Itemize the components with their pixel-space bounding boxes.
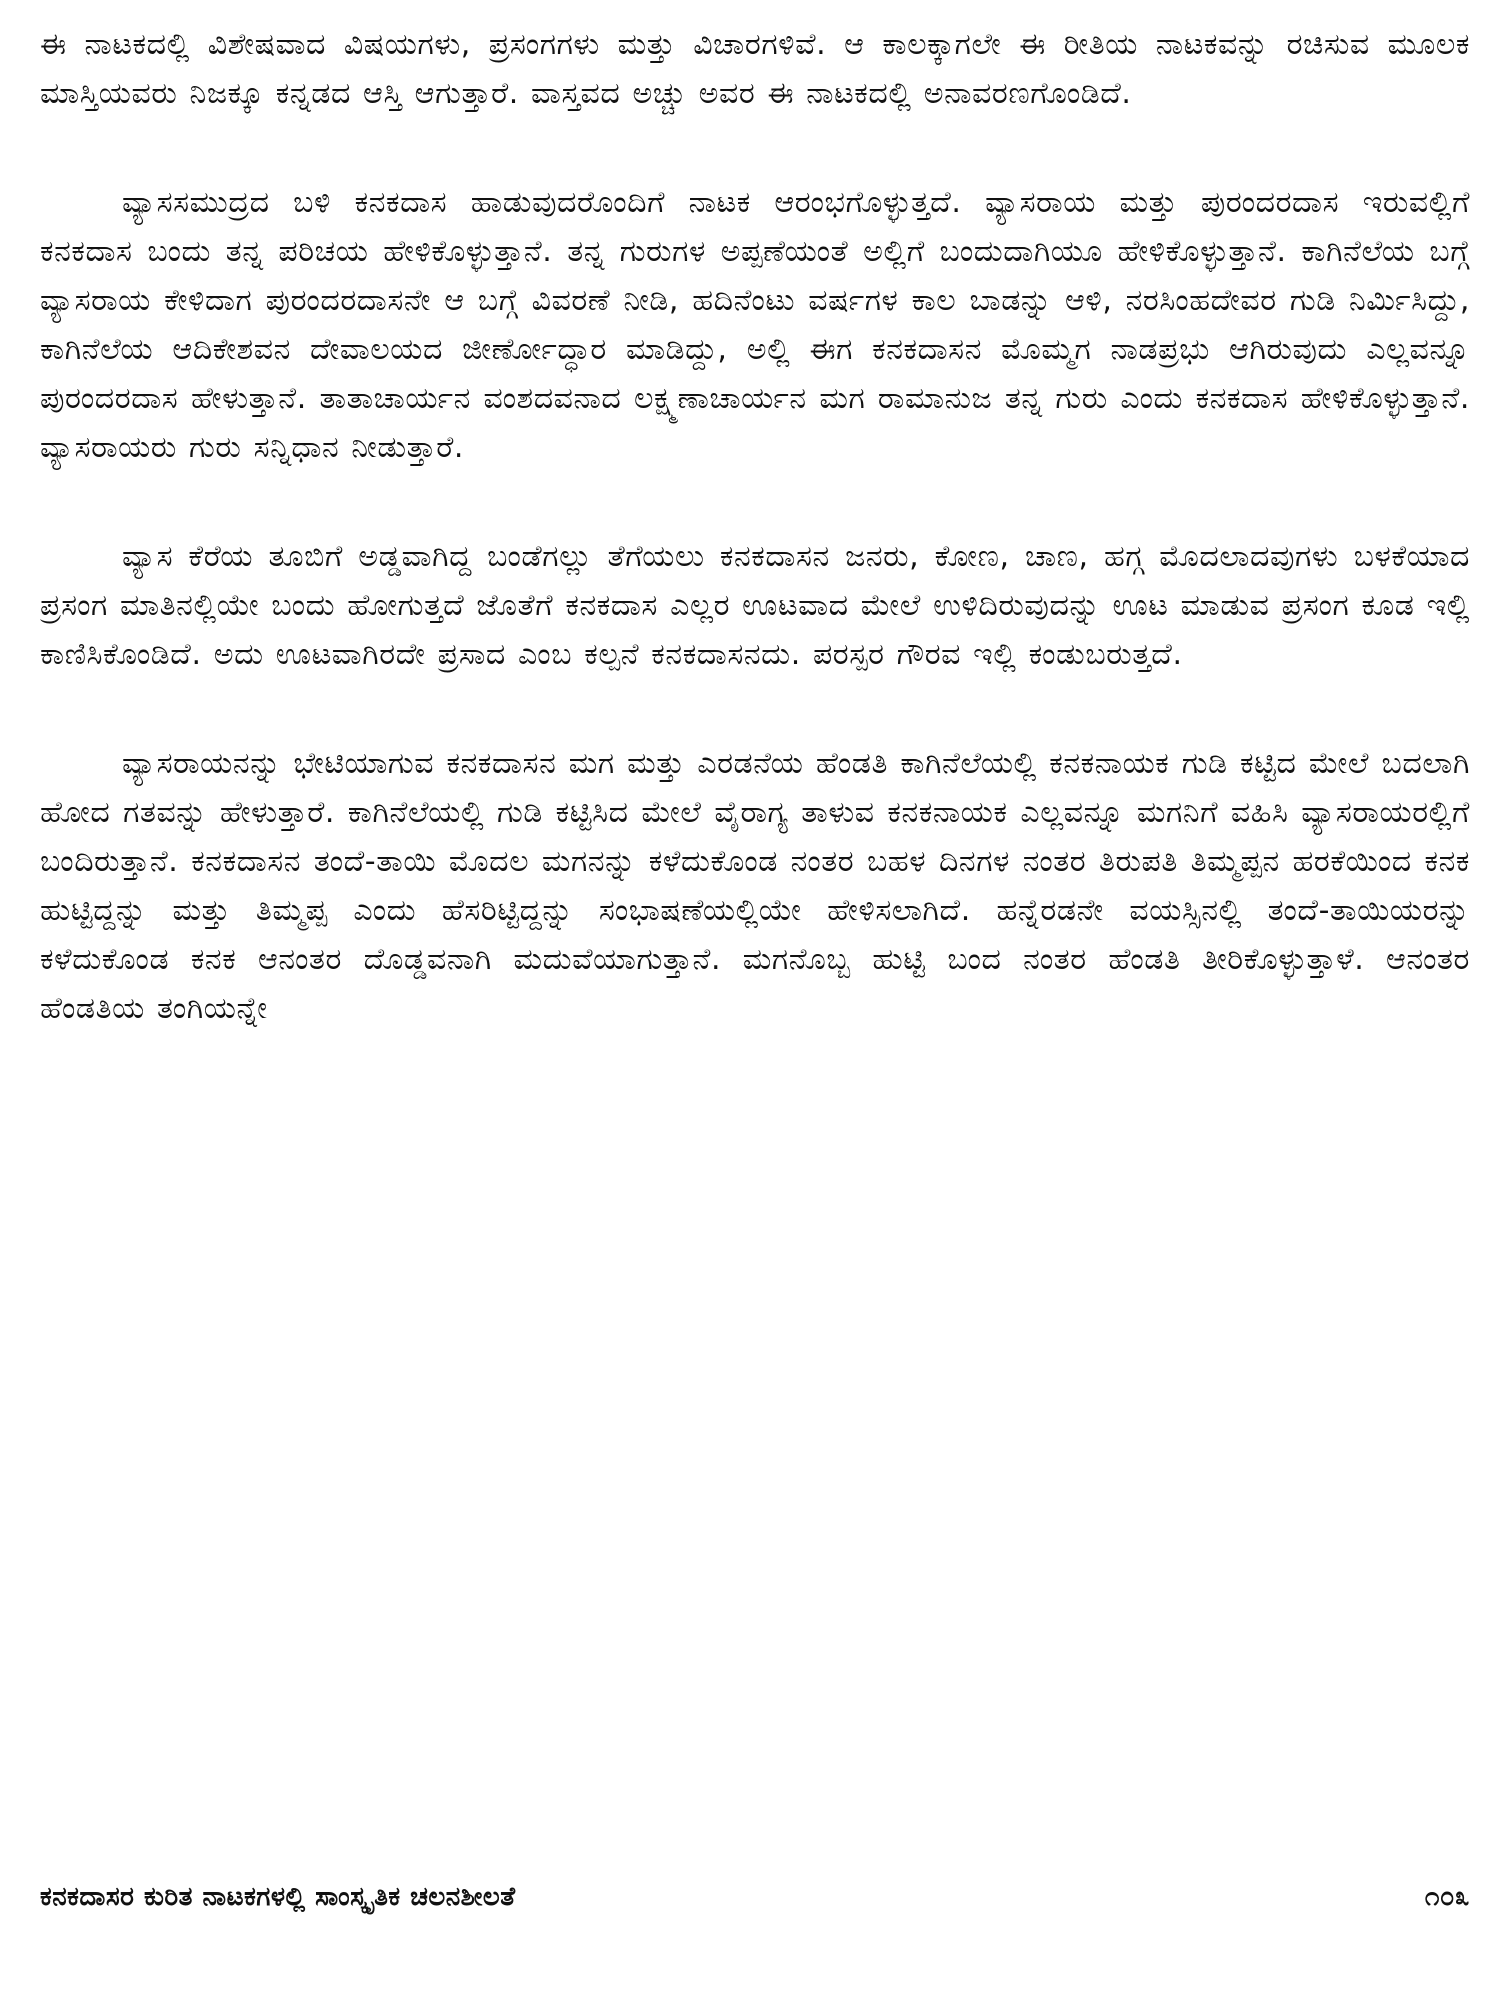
- page-number: ೧೦೩: [1424, 1882, 1470, 1912]
- paragraph-4: ವ್ಯಾಸರಾಯನನ್ನು ಭೇಟಿಯಾಗುವ ಕನಕದಾಸನ ಮಗ ಮತ್ತು ಎರಡನೆಯ ಹೆಂಡತಿ ಕಾಗಿನೆಲೆಯಲ್ಲಿ ಕನಕನಾಯಕ ಗುಡಿ ಕಟ್ಟಿದ ಮೇಲೆ ಬದಲಾಗಿ ಹೋದ ಗತವನ್ನು ಹೇಳುತ್ತಾರೆ. ಕಾಗಿನೆಲೆಯಲ್ಲಿ ಗುಡಿ ಕಟ್ಟಿಸಿದ ಮೇಲೆ ವೈರಾಗ್ಯ ತಾಳುವ ಕನಕನಾಯಕ ಎಲ್ಲವನ್ನೂ ಮಗನಿಗೆ ವಹಿಸಿ ವ್ಯಾಸರಾಯರಲ್ಲಿಗೆ ಬಂದಿರುತ್ತಾನೆ. ಕನಕದಾಸನ ತಂದೆ-ತಾಯಿ ಮೊದಲ ಮಗನನ್ನು ಕಳೆದುಕೊಂಡ ನಂತರ ಬಹಳ ದಿನಗಳ ನಂತರ ತಿರುಪತಿ ತಿಮ್ಮಪ್ಪನ ಹರಕೆಯಿಂದ ಕನಕ ಹುಟ್ಟಿದ್ದನ್ನು ಮತ್ತು ತಿಮ್ಮಪ್ಪ ಎಂದು ಹೆಸರಿಟ್ಟಿದ್ದನ್ನು ಸಂಭಾಷಣೆಯಲ್ಲಿಯೇ ಹೇಳಿಸಲಾಗಿದೆ. ಹನ್ನೆರಡನೇ ವಯಸ್ಸಿನಲ್ಲಿ ತಂದೆ-ತಾಯಿಯರನ್ನು ಕಳೆದುಕೊಂಡ ಕನಕ ಆನಂತರ ದೊಡ್ಡವನಾಗಿ ಮದುವೆಯಾಗುತ್ತಾನೆ. ಮಗನೊಬ್ಬ ಹುಟ್ಟಿ ಬಂದ ನಂತರ ಹೆಂಡತಿ ತೀರಿಕೊಳ್ಳುತ್ತಾಳೆ. ಆನಂತರ ಹೆಂಡತಿಯ ತಂಗಿಯನ್ನೇ: [40, 746, 1470, 1026]
- paragraph-1: ಈ ನಾಟಕದಲ್ಲಿ ವಿಶೇಷವಾದ ವಿಷಯಗಳು, ಪ್ರಸಂಗಗಳು ಮತ್ತು ವಿಚಾರಗಳಿವೆ. ಆ ಕಾಲಕ್ಕಾಗಲೇ ಈ ರೀತಿಯ ನಾಟಕವನ್ನು ರಚಿಸುವ ಮೂಲಕ ಮಾಸ್ತಿಯವರು ನಿಜಕ್ಕೂ ಕನ್ನಡದ ಆಸ್ತಿ ಆಗುತ್ತಾರೆ. ವಾಸ್ತವದ ಅಚ್ಚು ಅವರ ಈ ನಾಟಕದಲ್ಲಿ ಅನಾವರಣಗೊಂಡಿದೆ.: [40, 27, 1470, 111]
- page-footer: [40, 1882, 1470, 1913]
- paragraph-2: ವ್ಯಾಸಸಮುದ್ರದ ಬಳಿ ಕನಕದಾಸ ಹಾಡುವುದರೊಂದಿಗೆ ನಾಟಕ ಆರಂಭಗೊಳ್ಳುತ್ತದೆ. ವ್ಯಾಸರಾಯ ಮತ್ತು ಪುರಂದರದಾಸ ಇರುವಲ್ಲಿಗೆ ಕನಕದಾಸ ಬಂದು ತನ್ನ ಪರಿಚಯ ಹೇಳಿಕೊಳ್ಳುತ್ತಾನೆ. ತನ್ನ ಗುರುಗಳ ಅಪ್ಪಣೆಯಂತೆ ಅಲ್ಲಿಗೆ ಬಂದುದಾಗಿಯೂ ಹೇಳಿಕೊಳ್ಳುತ್ತಾನೆ. ಕಾಗಿನೆಲೆಯ ಬಗ್ಗೆ ವ್ಯಾಸರಾಯ ಕೇಳಿದಾಗ ಪುರಂದರದಾಸನೇ ಆ ಬಗ್ಗೆ ವಿವರಣೆ ನೀಡಿ, ಹದಿನೆಂಟು ವರ್ಷಗಳ ಕಾಲ ಬಾಡನ್ನು ಆಳಿ, ನರಸಿಂಹದೇವರ ಗುಡಿ ನಿರ್ಮಿಸಿದ್ದು, ಕಾಗಿನೆಲೆಯ ಆದಿಕೇಶವನ ದೇವಾಲಯದ ಜೀರ್ಣೋದ್ಧಾರ ಮಾಡಿದ್ದು, ಅಲ್ಲಿ ಈಗ ಕನಕದಾಸನ ಮೊಮ್ಮಗ ನಾಡಪ್ರಭು ಆಗಿರುವುದು ಎಲ್ಲವನ್ನೂ ಪುರಂದರದಾಸ ಹೇಳುತ್ತಾನೆ. ತಾತಾಚಾರ್ಯನ ವಂಶದವನಾದ ಲಕ್ಷ್ಮಣಾಚಾರ್ಯನ ಮಗ ರಾಮಾನುಜ ತನ್ನ ಗುರು ಎಂದು ಕನಕದಾಸ ಹೇಳಿಕೊಳ್ಳುತ್ತಾನೆ. ವ್ಯಾಸರಾಯರು ಗುರು ಸನ್ನಿಧಾನ ನೀಡುತ್ತಾರೆ.: [40, 185, 1470, 465]
- running-title: ಕನಕದಾಸರ ಕುರಿತ ನಾಟಕಗಳಲ್ಲಿ ಸಾಂಸ್ಕೃತಿಕ ಚಲನಶೀಲತೆ: [40, 1882, 516, 1912]
- paragraph-3: ವ್ಯಾಸ ಕೆರೆಯ ತೂಬಿಗೆ ಅಡ್ಡವಾಗಿದ್ದ ಬಂಡೆಗಲ್ಲು ತೆಗೆಯಲು ಕನಕದಾಸನ ಜನರು, ಕೋಣ, ಚಾಣ, ಹಗ್ಗ ಮೊದಲಾದವುಗಳು ಬಳಕೆಯಾದ ಪ್ರಸಂಗ ಮಾತಿನಲ್ಲಿಯೇ ಬಂದು ಹೋಗುತ್ತದೆ ಜೊತೆಗೆ ಕನಕದಾಸ ಎಲ್ಲರ ಊಟವಾದ ಮೇಲೆ ಉಳಿದಿರುವುದನ್ನು ಊಟ ಮಾಡುವ ಪ್ರಸಂಗ ಕೂಡ ಇಲ್ಲಿ ಕಾಣಿಸಿಕೊಂಡಿದೆ. ಅದು ಊಟವಾಗಿರದೇ ಪ್ರಸಾದ ಎಂಬ ಕಲ್ಪನೆ ಕನಕದಾಸನದು. ಪರಸ್ಪರ ಗೌರವ ಇಲ್ಲಿ ಕಂಡುಬರುತ್ತದೆ.: [40, 539, 1470, 672]
- page-body: [40, 20, 1470, 1033]
